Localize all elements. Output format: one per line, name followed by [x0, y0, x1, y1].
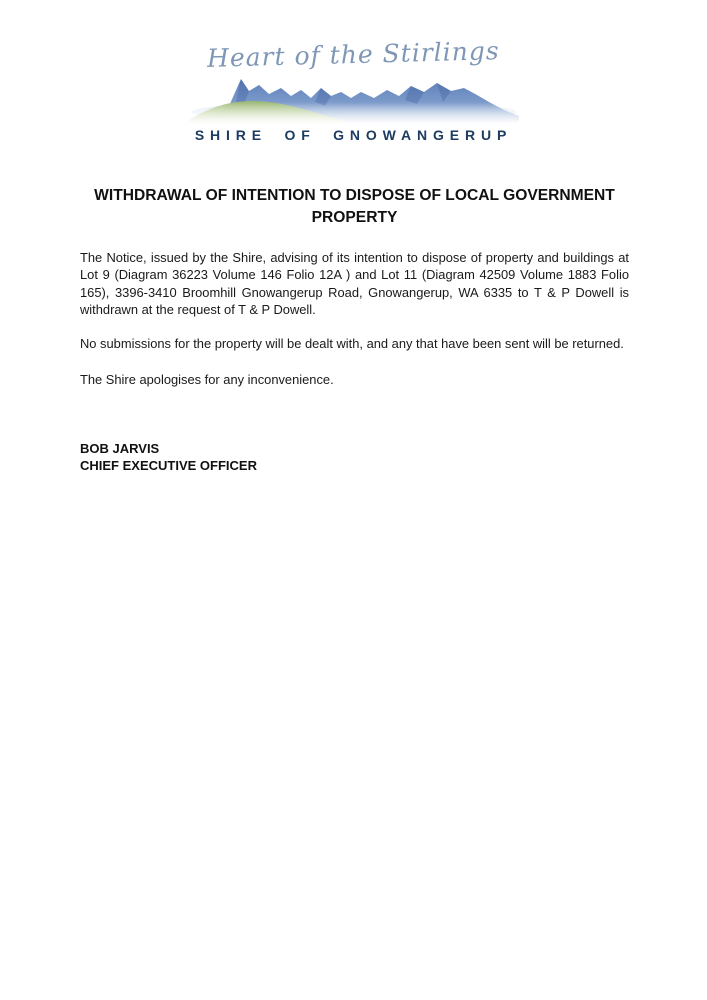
signatory-name: BOB JARVIS — [80, 441, 160, 456]
page-title: WITHDRAWAL OF INTENTION TO DISPOSE OF LOCAL GOVERNMENT PROPERTY — [94, 187, 615, 226]
logo-tagline: Heart of the Stirlings — [206, 36, 501, 73]
notice-paragraph: The Notice, issued by the Shire, advising of its intention to dispose of property and buildings at Lot 9 (Diagram 36223 Volume 146 Folio 12A ) and Lot 11 (Diagram 42509 Volume 1883 Folio 165), 3396-3410 Broomhill Gnowangerup Road, Gnowangerup, WA 6335 to T & P Dowell is withdrawn at the request of T & P Dowell. — [80, 250, 629, 317]
submissions-paragraph: No submissions for the property will be dealt with, and any that have been sent will be returned. — [80, 336, 624, 351]
signatory-title: CHIEF EXECUTIVE OFFICER — [80, 458, 257, 474]
apology-paragraph: The Shire apologises for any inconvenience. — [80, 372, 334, 387]
signature-block — [80, 440, 257, 475]
shire-name: SHIRE OF GNOWANGERUP — [194, 127, 513, 143]
shire-logo — [0, 36, 707, 143]
